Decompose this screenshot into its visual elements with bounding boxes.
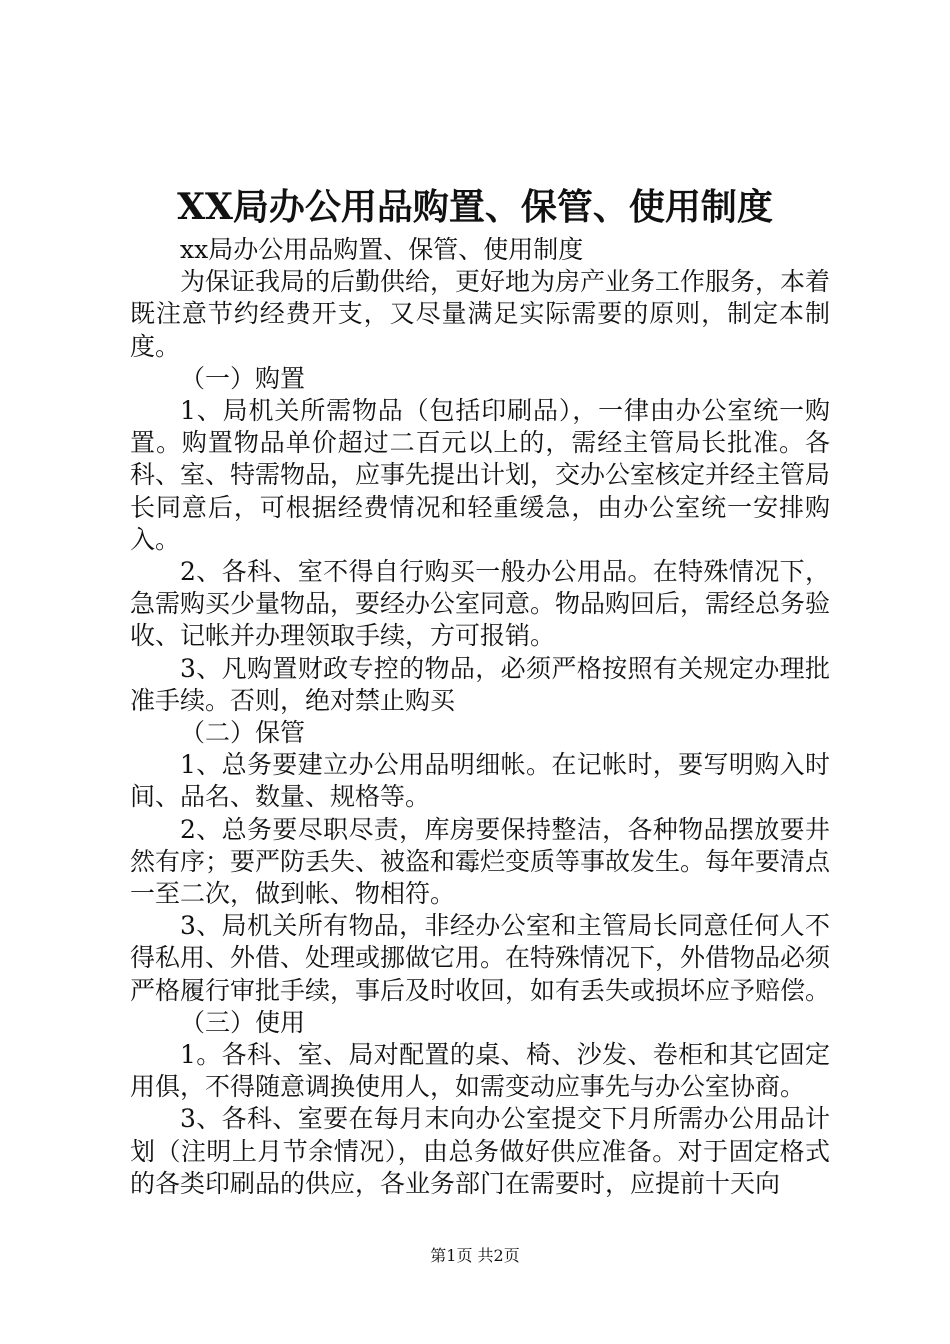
document-body	[130, 234, 830, 1200]
custody-item-3: 3、局机关所有物品，非经办公室和主管局长同意任何人不得私用、外借、处理或挪做它用。在特殊情况下，外借物品必须严格履行审批手续，事后及时收回，如有丢失或损坏应予赔偿。	[130, 911, 831, 1005]
custody-item-2: 2、总务要尽职尽责，库房要保持整洁，各种物品摆放要井然有序；要严防丢失、被盗和霉烂变质等事故发生。每年要清点一至二次，做到帐、物相符。	[130, 814, 831, 909]
purchase-item-2: 2、各科、室不得自行购买一般办公用品。在特殊情况下，急需购买少量物品，要经办公室同意。物品购回后，需经总务验收、记帐并办理领取手续，方可报销。	[130, 557, 831, 651]
purchase-item-3: 3、凡购置财政专控的物品，必须严格按照有关规定办理批准手续。否则，绝对禁止购买	[130, 653, 830, 715]
usage-item-3: 3、各科、室要在每月末向办公室提交下月所需办公用品计划（注明上月节余情况），由总务做好供应准备。对于固定格式的各类印刷品的供应，各业务部门在需要时，应提前十天向	[130, 1104, 830, 1198]
section-heading-custody: （二）保管	[180, 718, 306, 748]
document-title: XX局办公用品购置、保管、使用制度	[177, 186, 773, 228]
section-heading-usage: （三）使用	[180, 1007, 306, 1037]
subtitle-line: xx局办公用品购置、保管、使用制度	[180, 235, 584, 264]
section-heading-purchase: （一）购置	[180, 363, 306, 393]
intro-paragraph: 为保证我局的后勤供给，更好地为房产业务工作服务，本着既注意节约经费开支，又尽量满足实际需要的原则，制定本制度。	[130, 267, 831, 361]
purchase-item-1: 1、局机关所需物品（包括印刷品），一律由办公室统一购置。购置物品单价超过二百元以上的，需经主管局长批准。各科、室、特需物品，应事先提出计划，交办公室核定并经主管局长同意后，可根据经费情况和轻重缓急，由办公室统一安排购入。	[130, 396, 831, 554]
page-footer: 第1页 共2页	[430, 1246, 520, 1265]
usage-item-1: 1。各科、室、局对配置的桌、椅、沙发、卷柜和其它固定用俱，不得随意调换使用人，如需变动应事先与办公室协商。	[130, 1040, 830, 1102]
custody-item-1: 1、总务要建立办公用品明细帐。在记帐时，要写明购入时间、品名、数量、规格等。	[130, 750, 830, 812]
